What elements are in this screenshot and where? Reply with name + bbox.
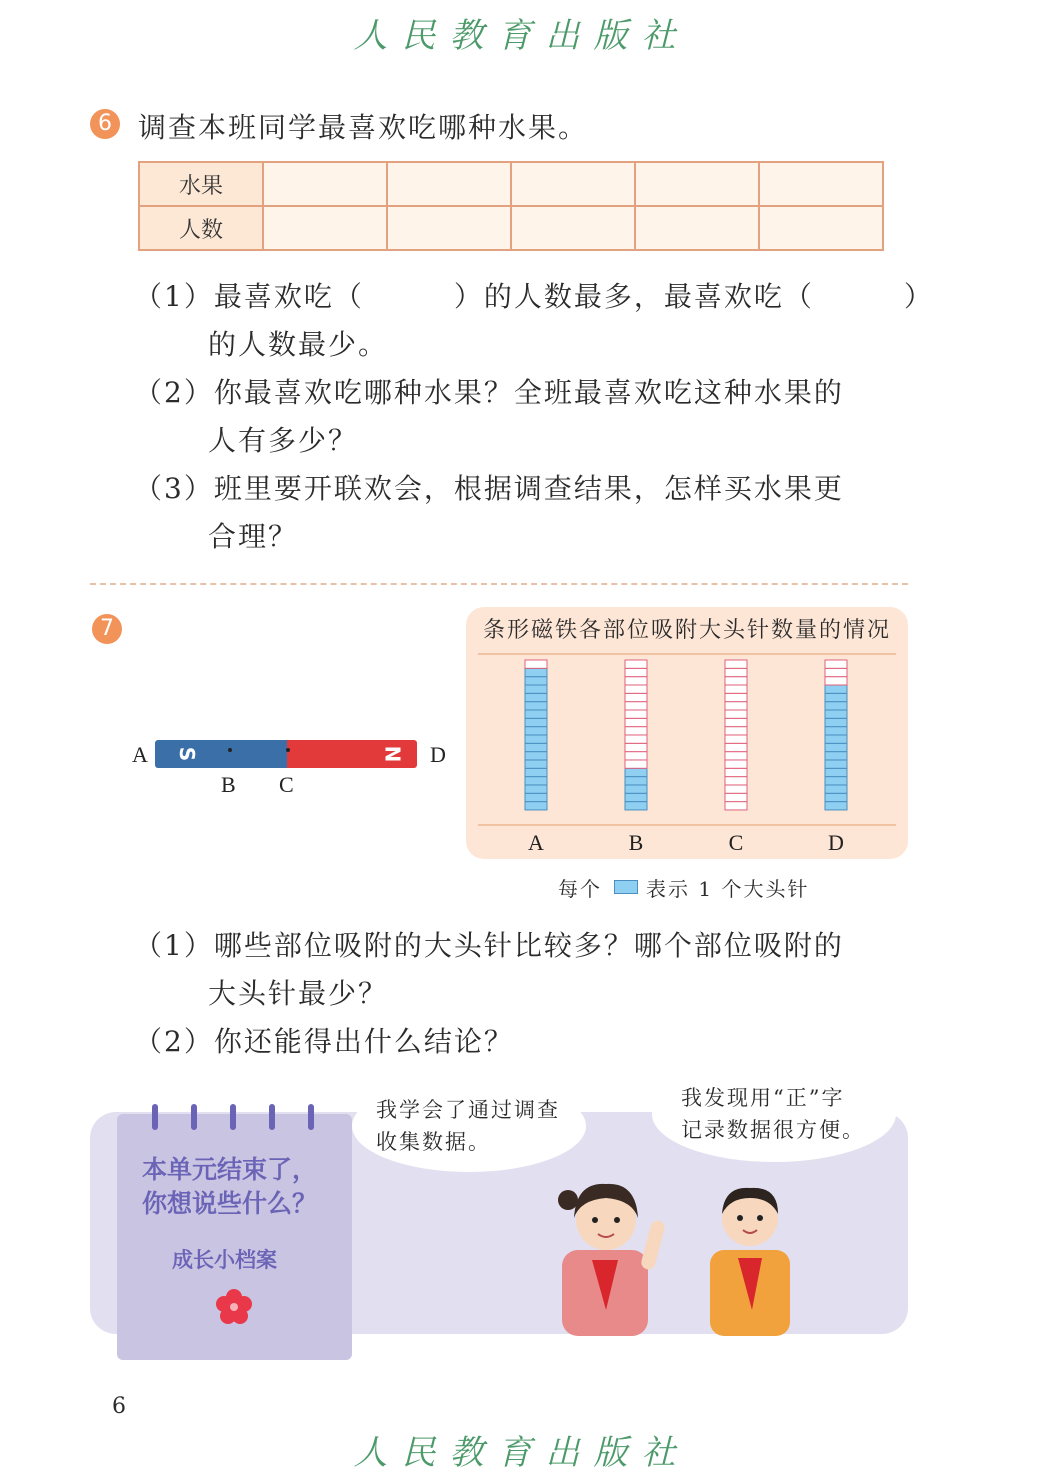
pin-cell-filled bbox=[825, 735, 847, 743]
pin-cell-empty bbox=[725, 727, 747, 735]
magnet-n-letter: N bbox=[380, 745, 405, 763]
pin-cell-empty bbox=[725, 702, 747, 710]
magnet-label-d: D bbox=[430, 742, 446, 767]
question-6-title: 调查本班同学最喜欢吃哪种水果。 bbox=[138, 111, 589, 144]
question-7-number: 7 bbox=[92, 614, 122, 644]
pin-cell-filled bbox=[525, 727, 547, 735]
x-tick-label-B: B bbox=[628, 830, 644, 855]
pin-cell-filled bbox=[525, 693, 547, 701]
bar-C bbox=[725, 660, 747, 810]
table-cell bbox=[263, 162, 387, 206]
pin-cell-empty bbox=[625, 710, 647, 718]
q7-sub2-line1: （2）你还能得出什么结论？ bbox=[134, 1025, 514, 1058]
pin-cell-filled bbox=[825, 785, 847, 793]
q6-sub3-line2: 合理？ bbox=[208, 520, 299, 553]
q6-sub2-line1: （2）你最喜欢吃哪种水果？全班最喜欢吃这种水果的 bbox=[134, 376, 844, 409]
pin-cell-empty bbox=[725, 693, 747, 701]
pin-cell-empty bbox=[625, 735, 647, 743]
pin-cell-filled bbox=[825, 685, 847, 693]
notebook-ring bbox=[308, 1104, 314, 1130]
pin-cell-empty bbox=[625, 718, 647, 726]
q6-sub1-line1: （1）最喜欢吃（ ）的人数最多，最喜欢吃（ ） bbox=[134, 280, 934, 313]
pin-cell-empty bbox=[625, 743, 647, 751]
pin-cell-filled bbox=[525, 668, 547, 676]
q6-sub3-line1: （3）班里要开联欢会，根据调查结果，怎样买水果更 bbox=[134, 472, 844, 505]
pin-cell-empty bbox=[825, 660, 847, 668]
pin-cell-filled bbox=[825, 702, 847, 710]
pin-cell-filled bbox=[525, 760, 547, 768]
table-cell bbox=[387, 162, 511, 206]
notebook-line-1: 本单元结束了， bbox=[142, 1155, 318, 1184]
bar-D bbox=[825, 660, 847, 810]
pin-cell-empty bbox=[725, 668, 747, 676]
bubble-boy-line1: 我发现用“正”字 bbox=[681, 1086, 845, 1110]
pin-cell-empty bbox=[625, 752, 647, 760]
pin-cell-filled bbox=[525, 785, 547, 793]
table-cell bbox=[511, 162, 635, 206]
fruit-survey-table bbox=[138, 161, 884, 251]
table-header-count: 人数 bbox=[139, 206, 263, 250]
table-cell bbox=[263, 206, 387, 250]
pin-cell-empty bbox=[525, 660, 547, 668]
pin-cell-empty bbox=[625, 668, 647, 676]
pin-cell-empty bbox=[825, 677, 847, 685]
pin-cell-filled bbox=[525, 710, 547, 718]
notebook-caption: 成长小档案 bbox=[172, 1248, 277, 1272]
pin-cell-empty bbox=[725, 743, 747, 751]
pin-cell-filled bbox=[625, 785, 647, 793]
pin-cell-empty bbox=[725, 760, 747, 768]
children-illustration bbox=[540, 1160, 880, 1336]
x-tick-label-A: A bbox=[528, 830, 544, 855]
pin-cell-filled bbox=[525, 735, 547, 743]
pin-bar-chart bbox=[466, 650, 908, 860]
pin-cell-empty bbox=[725, 768, 747, 776]
chart-legend-swatch bbox=[614, 880, 638, 894]
pin-cell-empty bbox=[725, 660, 747, 668]
pin-cell-filled bbox=[525, 802, 547, 810]
magnet-point-b bbox=[228, 748, 232, 752]
pin-cell-filled bbox=[525, 702, 547, 710]
chart-title: 条形磁铁各部位吸附大头针数量的情况 bbox=[482, 618, 891, 643]
pin-cell-empty bbox=[725, 752, 747, 760]
pin-cell-empty bbox=[725, 793, 747, 801]
pin-cell-filled bbox=[525, 718, 547, 726]
pin-cell-empty bbox=[625, 677, 647, 685]
pin-cell-empty bbox=[625, 685, 647, 693]
pin-cell-filled bbox=[525, 768, 547, 776]
q6-sub1-line2: 的人数最少。 bbox=[208, 328, 389, 361]
table-cell bbox=[635, 206, 759, 250]
section-divider bbox=[90, 583, 908, 585]
boy-figure bbox=[710, 1188, 790, 1336]
bar-A bbox=[525, 660, 547, 810]
pin-cell-filled bbox=[825, 743, 847, 751]
pin-cell-filled bbox=[625, 777, 647, 785]
pin-cell-filled bbox=[825, 752, 847, 760]
pin-cell-empty bbox=[725, 777, 747, 785]
pin-cell-empty bbox=[725, 802, 747, 810]
magnet-label-a: A bbox=[132, 742, 148, 767]
pin-cell-filled bbox=[625, 768, 647, 776]
notebook-ring bbox=[269, 1104, 275, 1130]
pin-cell-empty bbox=[625, 760, 647, 768]
bar-B bbox=[625, 660, 647, 810]
pin-cell-filled bbox=[825, 693, 847, 701]
pin-cell-filled bbox=[625, 793, 647, 801]
pin-cell-filled bbox=[825, 727, 847, 735]
bubble-boy-line2: 记录数据很方便。 bbox=[681, 1118, 865, 1142]
girl-figure bbox=[558, 1184, 666, 1336]
notebook-ring bbox=[191, 1104, 197, 1130]
q7-sub1-line1: （1）哪些部位吸附的大头针比较多？哪个部位吸附的 bbox=[134, 929, 844, 962]
pin-cell-filled bbox=[825, 793, 847, 801]
pin-cell-filled bbox=[825, 768, 847, 776]
pin-cell-filled bbox=[525, 793, 547, 801]
notebook-line-2: 你想说些什么？ bbox=[142, 1189, 318, 1218]
table-cell bbox=[759, 162, 883, 206]
chart-legend-prefix: 每个 bbox=[558, 877, 602, 901]
table-row bbox=[139, 162, 883, 206]
pin-cell-empty bbox=[825, 668, 847, 676]
chart-legend-suffix: 表示 1 个大头针 bbox=[646, 877, 810, 901]
pin-cell-empty bbox=[725, 785, 747, 793]
publisher-watermark-bottom: 人民教育出版社 bbox=[353, 1433, 690, 1473]
x-tick-label-C: C bbox=[728, 830, 744, 855]
pin-cell-filled bbox=[525, 777, 547, 785]
q7-sub1-line2: 大头针最少？ bbox=[208, 977, 389, 1010]
pin-cell-filled bbox=[825, 760, 847, 768]
pin-cell-filled bbox=[525, 677, 547, 685]
table-cell bbox=[635, 162, 759, 206]
notebook-ring bbox=[230, 1104, 236, 1130]
pin-cell-empty bbox=[625, 693, 647, 701]
pin-cell-filled bbox=[825, 777, 847, 785]
table-cell bbox=[511, 206, 635, 250]
table-cell bbox=[759, 206, 883, 250]
pin-cell-empty bbox=[725, 685, 747, 693]
magnet-s-letter: S bbox=[175, 746, 200, 762]
magnet-label-b: B bbox=[221, 772, 236, 797]
question-6-number: 6 bbox=[90, 109, 120, 139]
pin-cell-filled bbox=[825, 710, 847, 718]
pin-cell-filled bbox=[525, 752, 547, 760]
pin-cell-filled bbox=[825, 802, 847, 810]
publisher-watermark-top: 人民教育出版社 bbox=[353, 16, 690, 56]
pin-cell-empty bbox=[725, 710, 747, 718]
table-cell bbox=[387, 206, 511, 250]
pin-cell-empty bbox=[625, 727, 647, 735]
page-number: 6 bbox=[112, 1394, 126, 1419]
bubble-girl-line2: 收集数据。 bbox=[376, 1130, 491, 1154]
pin-cell-empty bbox=[725, 718, 747, 726]
magnet-label-c: C bbox=[279, 772, 294, 797]
x-tick-label-D: D bbox=[828, 830, 844, 855]
pin-cell-empty bbox=[725, 677, 747, 685]
flower-icon bbox=[214, 1287, 254, 1327]
table-row bbox=[139, 206, 883, 250]
q6-sub2-line2: 人有多少？ bbox=[208, 424, 359, 457]
pin-cell-empty bbox=[725, 735, 747, 743]
pin-cell-filled bbox=[625, 802, 647, 810]
pin-cell-filled bbox=[825, 718, 847, 726]
pin-cell-filled bbox=[525, 743, 547, 751]
magnet-point-c bbox=[286, 748, 290, 752]
notebook-ring bbox=[152, 1104, 158, 1130]
pin-cell-empty bbox=[625, 660, 647, 668]
table-header-fruit: 水果 bbox=[139, 162, 263, 206]
pin-cell-empty bbox=[625, 702, 647, 710]
bubble-girl-line1: 我学会了通过调查 bbox=[376, 1098, 560, 1122]
pin-cell-filled bbox=[525, 685, 547, 693]
